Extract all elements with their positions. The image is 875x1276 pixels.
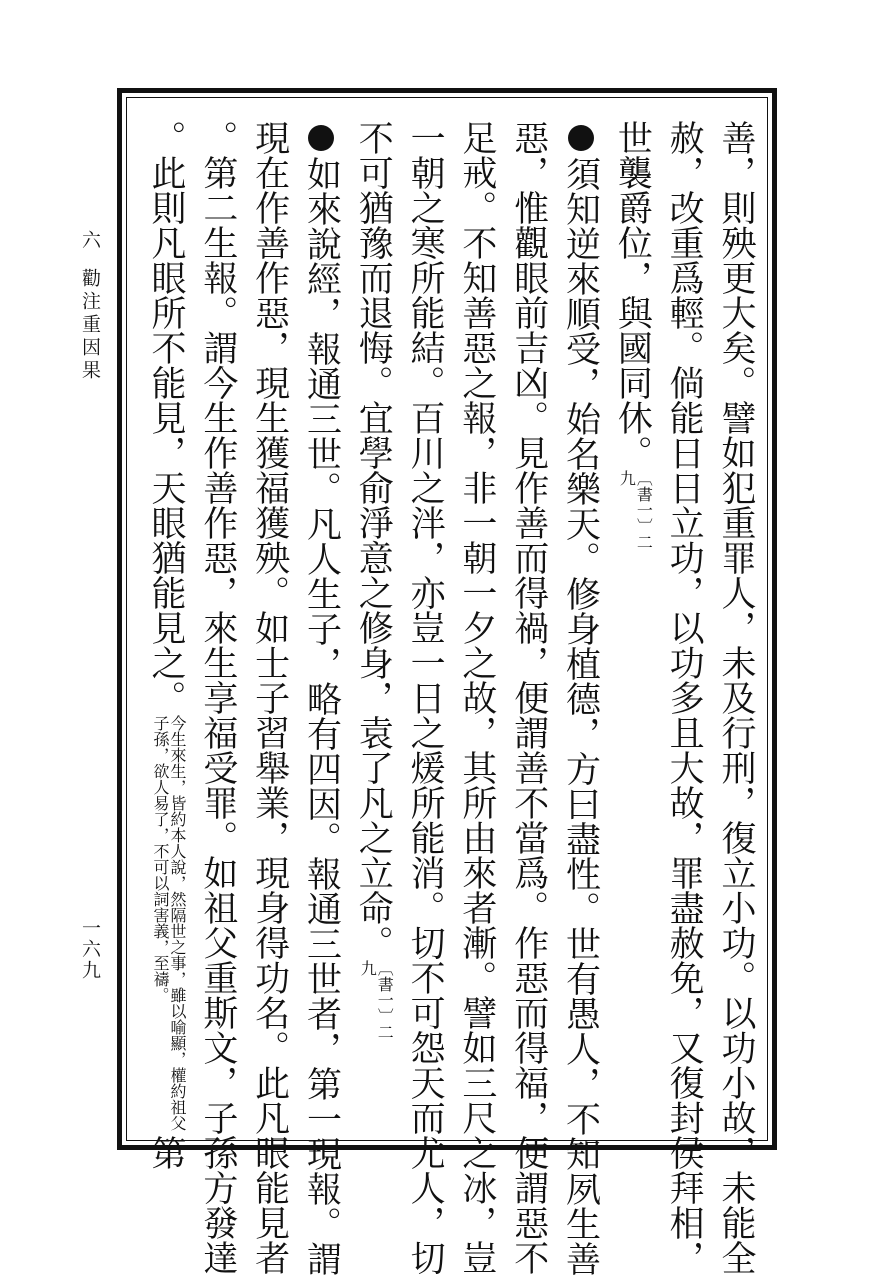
column-text: 不可猶豫而退悔。宜學俞淨意之修身，袁了凡之立命。 <box>353 120 394 960</box>
text-column-7 <box>405 120 446 1275</box>
text-column-3 <box>612 120 652 1130</box>
column-text: 現在作善作惡，現生獲福獲殃。如士子習舉業，現身得功名。此凡眼能見者 <box>249 120 290 1275</box>
column-text: 世襲爵位，與國同休。 <box>612 120 653 470</box>
text-column-2 <box>664 120 705 1275</box>
section-title: 勸注重因果 <box>79 268 101 383</box>
text-column-6 <box>456 120 497 1275</box>
column-text: 善，則殃更大矣。譬如犯重罪人，未及行刑，復立小功。以功小故，未能全 <box>715 120 756 1275</box>
column-text: 。此則凡眼所不能見，天眼猶能見之。 <box>146 120 186 715</box>
text-column-9 <box>301 120 342 1276</box>
text-area <box>146 120 756 1276</box>
source-citation: 〔書一〕二九 <box>617 470 654 550</box>
page-number: 一六九 <box>79 918 101 981</box>
column-text: 須知逆來順受，始名樂天。修身植德，方曰盡性。世有愚人，不知夙生善 <box>560 156 601 1276</box>
column-text: 。第二生報。謂今生作善作惡，來生享福受罪。如祖父重斯文，子孫方發達 <box>197 120 238 1275</box>
text-column-11 <box>197 120 238 1275</box>
text-column-4 <box>560 120 601 1276</box>
source-citation: 〔書一〕二九 <box>358 960 395 1040</box>
text-column-10 <box>249 120 290 1275</box>
column-text: 一朝之寒所能結。百川之泮，亦豈一日之煖所能消。切不可怨天而尤人，切 <box>405 120 446 1275</box>
paragraph-bullet-icon <box>308 125 334 151</box>
text-column-5 <box>508 120 549 1275</box>
paragraph-bullet-icon <box>568 125 594 151</box>
text-column-8 <box>353 120 393 1130</box>
column-text: 如來說經，報通三世。凡人生子，略有四因。報通三世者，第一現報。謂 <box>301 156 342 1276</box>
column-text: 第 <box>146 1135 186 1170</box>
section-number: 六 <box>79 230 101 251</box>
column-text: 赦，改重爲輕。倘能日日立功，以功多且大故，罪盡赦免，又復封侯拜相， <box>664 120 705 1275</box>
annotation-note: 今生來生，皆約本人說，然隔世之事，雖以喻顯，權約祖父子孫，欲人易了，不可以詞害義，至禱。 <box>151 715 187 1131</box>
column-text: 惡，惟觀眼前吉凶。見作善而得禍，便謂善不當爲。作惡而得福，便謂惡不 <box>508 120 549 1275</box>
text-column-12 <box>146 120 187 1170</box>
column-text: 足戒。不知善惡之報，非一朝一夕之故，其所由來者漸。譬如三尺之冰，豈 <box>456 120 497 1275</box>
text-column-1 <box>715 120 756 1275</box>
